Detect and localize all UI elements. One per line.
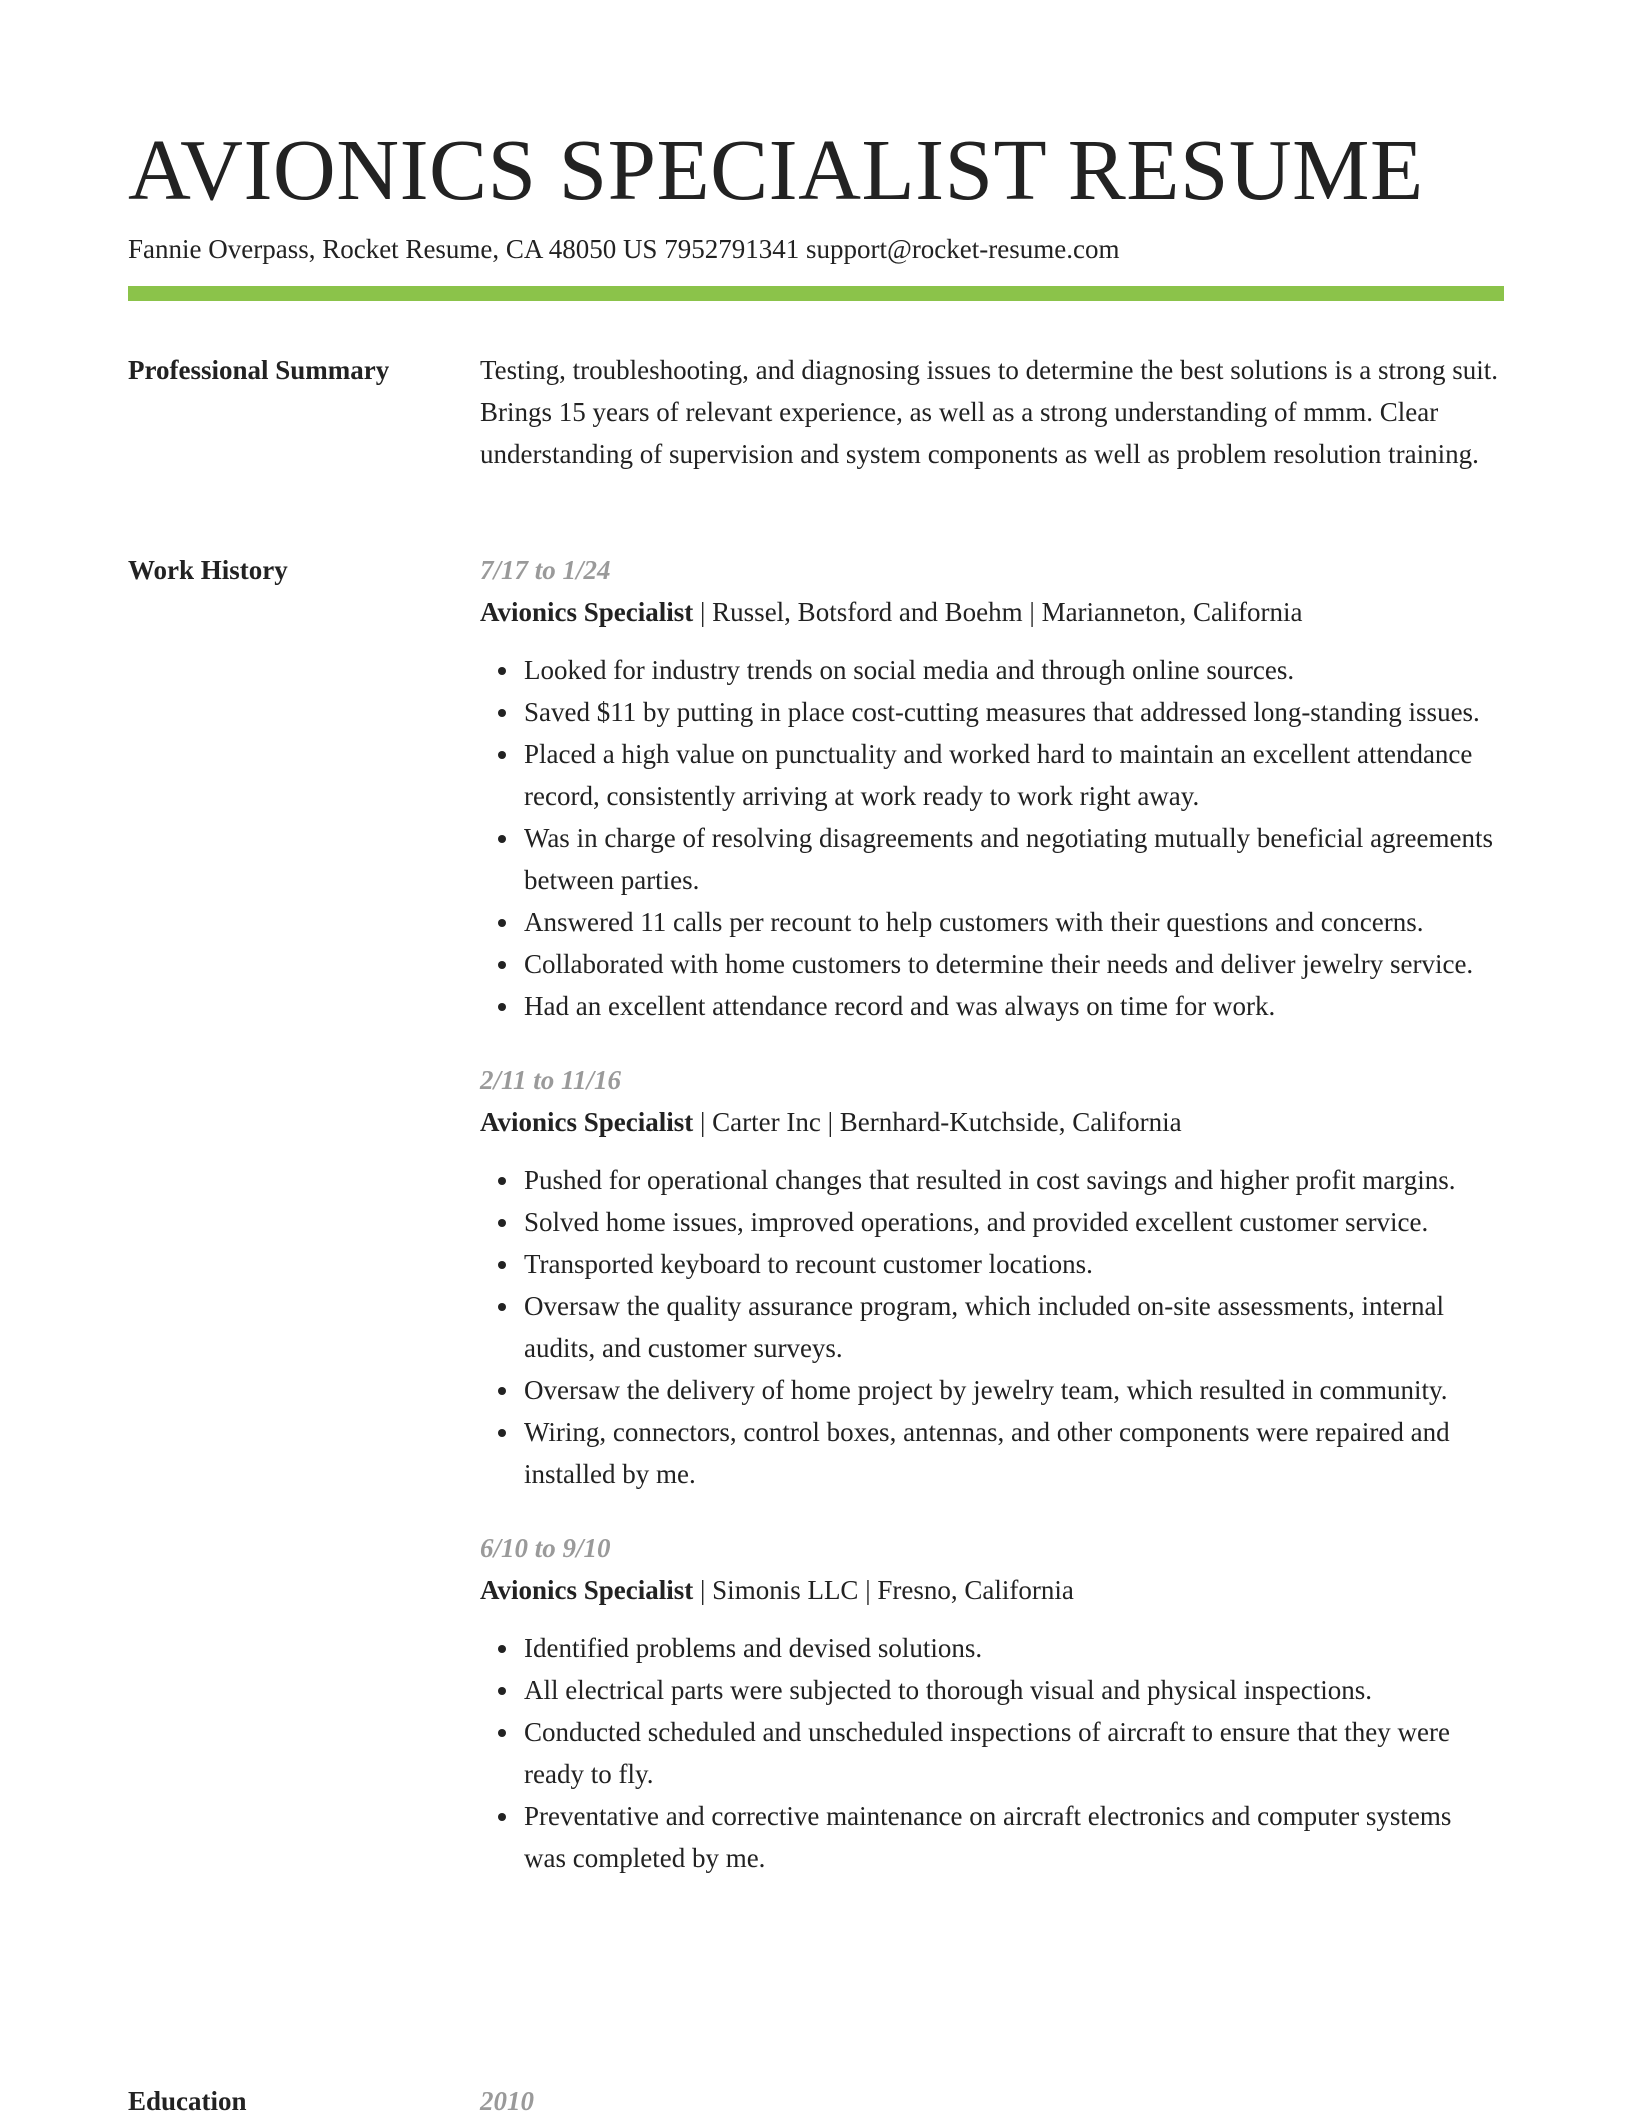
job-entry bbox=[480, 549, 1500, 1027]
job-details: | Carter Inc | Bernhard-Kutchside, California bbox=[693, 1107, 1182, 1137]
job-bullets bbox=[480, 649, 1500, 1027]
summary-heading: Professional Summary bbox=[128, 355, 390, 385]
job-bullet: Collaborated with home customers to determine their needs and deliver jewelry service. bbox=[524, 943, 1500, 985]
job-bullet: Solved home issues, improved operations, and provided excellent customer service. bbox=[524, 1201, 1500, 1243]
job-details: | Russel, Botsford and Boehm | Marianneton, California bbox=[693, 597, 1303, 627]
job-bullet: Oversaw the delivery of home project by jewelry team, which resulted in community. bbox=[524, 1369, 1500, 1411]
education-body bbox=[480, 2080, 1500, 2122]
job-dates: 6/10 to 9/10 bbox=[480, 1533, 611, 1563]
job-details: | Simonis LLC | Fresno, California bbox=[693, 1575, 1074, 1605]
header-divider bbox=[128, 286, 1504, 301]
work-history-heading: Work History bbox=[128, 555, 288, 585]
job-bullet: Oversaw the quality assurance program, which included on-site assessments, internal audits, and customer surveys. bbox=[524, 1285, 1500, 1369]
job-bullet: Placed a high value on punctuality and worked hard to maintain an excellent attendance record, consistently arriving at work ready to work right away. bbox=[524, 733, 1500, 817]
job-bullet: Identified problems and devised solutions. bbox=[524, 1627, 1500, 1669]
job-bullet: Pushed for operational changes that resulted in cost savings and higher profit margins. bbox=[524, 1159, 1500, 1201]
job-title: Avionics Specialist bbox=[480, 597, 694, 627]
job-dates: 7/17 to 1/24 bbox=[480, 555, 611, 585]
job-heading bbox=[480, 1569, 1500, 1611]
job-bullet: Conducted scheduled and unscheduled inspections of aircraft to ensure that they were ready to fly. bbox=[524, 1711, 1500, 1795]
job-bullet: Was in charge of resolving disagreements and negotiating mutually beneficial agreements between parties. bbox=[524, 817, 1500, 901]
summary-body bbox=[480, 349, 1500, 475]
job-bullet: Saved $11 by putting in place cost-cutting measures that addressed long-standing issues. bbox=[524, 691, 1500, 733]
job-bullet: Preventative and corrective maintenance on aircraft electronics and computer systems was completed by me. bbox=[524, 1795, 1500, 1879]
job-dates: 2/11 to 11/16 bbox=[480, 1065, 622, 1095]
job-entry bbox=[480, 1059, 1500, 1495]
education-dates: 2010 bbox=[480, 2086, 534, 2116]
job-title: Avionics Specialist bbox=[480, 1575, 694, 1605]
job-heading bbox=[480, 1101, 1500, 1143]
job-bullet: All electrical parts were subjected to thorough visual and physical inspections. bbox=[524, 1669, 1500, 1711]
job-bullet: Wiring, connectors, control boxes, antennas, and other components were repaired and installed by me. bbox=[524, 1411, 1500, 1495]
job-bullet: Transported keyboard to recount customer locations. bbox=[524, 1243, 1500, 1285]
resume-title: AVIONICS SPECIALIST RESUME bbox=[128, 121, 1424, 218]
work-history-body bbox=[480, 549, 1500, 1911]
job-entry bbox=[480, 1527, 1500, 1879]
education-heading: Education bbox=[128, 2086, 247, 2116]
job-bullet: Looked for industry trends on social media and through online sources. bbox=[524, 649, 1500, 691]
job-bullets bbox=[480, 1627, 1500, 1879]
job-bullet: Had an excellent attendance record and was always on time for work. bbox=[524, 985, 1500, 1027]
job-bullet: Answered 11 calls per recount to help customers with their questions and concerns. bbox=[524, 901, 1500, 943]
contact-info: Fannie Overpass, Rocket Resume, CA 48050 US 7952791341 support@rocket-resume.com bbox=[128, 234, 1120, 264]
job-bullets bbox=[480, 1159, 1500, 1495]
summary-text: Testing, troubleshooting, and diagnosing issues to determine the best solutions is a strong suit. Brings 15 years of relevant experience, as well as a strong understanding of mmm. Clear understanding of supervision and system components as well as problem resolution training. bbox=[480, 355, 1499, 469]
job-title: Avionics Specialist bbox=[480, 1107, 694, 1137]
job-heading bbox=[480, 591, 1500, 633]
